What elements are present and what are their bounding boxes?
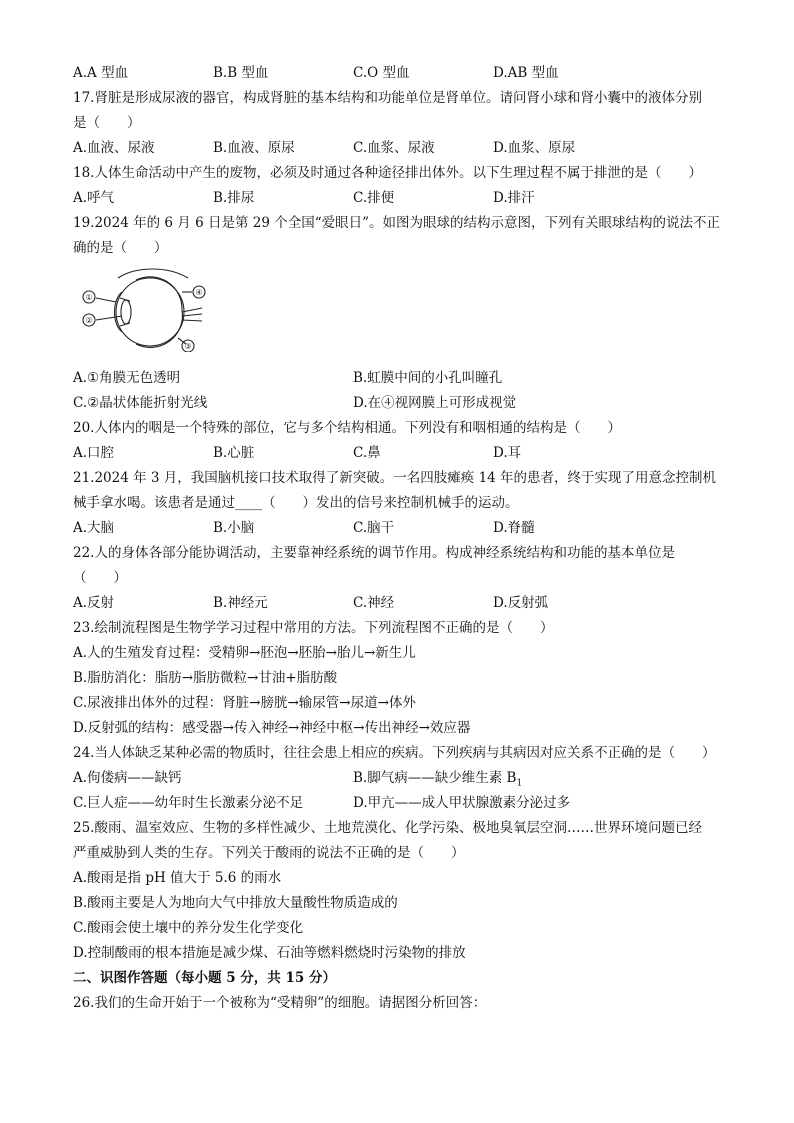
q20-option-b: B.心脏 <box>213 445 255 461</box>
q22-stem-line2: （ ） <box>73 570 127 586</box>
q18-option-b: B.排尿 <box>213 190 255 206</box>
lens-shape <box>121 300 131 324</box>
q19-stem-line2: 确的是（ ） <box>73 240 168 256</box>
q23-option-b: B.脂肪消化：脂肪→脂肪微粒→甘油+脂肪酸 <box>73 670 338 686</box>
q16-option-b: B.B 型血 <box>213 65 269 81</box>
figure-label-1: ① <box>85 293 93 302</box>
q18-option-c: C.排便 <box>353 190 395 206</box>
q18-stem-line1: 18.人体生命活动中产生的废物，必须及时通过各种途径排出体外。以下生理过程不属于排泄的是（ ） <box>73 165 702 181</box>
q24-option-a: A.佝偻病——缺钙 <box>73 770 182 786</box>
q23-option-d: D.反射弧的结构：感受器→传入神经→神经中枢→传出神经→效应器 <box>73 720 471 736</box>
q24-stem-line1: 24.当人体缺乏某种必需的物质时，往往会患上相应的疾病。下列疾病与其病因对应关系不正确的是（ ） <box>73 745 716 761</box>
q20-stem-line1: 20.人体内的咽是一个特殊的部位，它与多个结构相通。下列没有和咽相通的结构是（ ） <box>73 420 621 436</box>
q17-stem-line2: 是（ ） <box>73 115 141 131</box>
q16-option-d: D.AB 型血 <box>493 65 559 81</box>
q24-option-c: C.巨人症——幼年时生长激素分泌不足 <box>73 795 304 811</box>
q25-stem-line2: 严重威胁到人类的生存。下列关于酸雨的说法不正确的是（ ） <box>73 845 465 861</box>
q22-option-a: A.反射 <box>73 595 115 611</box>
q24-option-b <box>353 769 522 793</box>
figure-label-3: ③ <box>184 342 192 351</box>
q24-option-b-subscript: 1 <box>516 778 523 789</box>
q26-stem-line1: 26.我们的生命开始于一个被称为“受精卵”的细胞。请据图分析回答： <box>73 995 487 1011</box>
q21-option-b: B.小脑 <box>213 520 255 536</box>
retina-layer <box>136 277 182 348</box>
q22-option-b: B.神经元 <box>213 595 268 611</box>
eyeball-outline <box>116 278 184 346</box>
q21-option-a: A.大脑 <box>73 520 115 536</box>
q20-option-a: A.口腔 <box>73 445 115 461</box>
q17-option-d: D.血浆、原尿 <box>493 140 576 156</box>
q25-option-c: C.酸雨会使土壤中的养分发生化学变化 <box>73 920 304 936</box>
figure-label-2: ② <box>85 316 93 325</box>
q24-option-d: D.甲亢——成人甲状腺激素分泌过多 <box>353 795 571 811</box>
q23-stem-line1: 23.绘制流程图是生物学学习过程中常用的方法。下列流程图不正确的是（ ） <box>73 620 554 636</box>
q16-option-c: C.O 型血 <box>353 65 410 81</box>
q17-option-b: B.血液、原尿 <box>213 140 295 156</box>
q19-option-c: C.②晶状体能折射光线 <box>73 395 208 411</box>
q25-stem-line1: 25.酸雨、温室效应、生物的多样性减少、土地荒漠化、化学污染、极地臭氧层空洞……世界环境问题已经 <box>73 820 702 836</box>
q17-option-a: A.血液、尿液 <box>73 140 155 156</box>
q25-option-a: A.酸雨是指 pH 值大于 5.6 的雨水 <box>73 870 282 886</box>
q19-option-b: B.虹膜中间的小孔叫瞳孔 <box>353 370 503 386</box>
q19-stem-line1: 19.2024 年的 6 月 6 日是第 29 个全国“爱眼日”。如图为眼球的结构示意图，下列有关眼球结构的说法不正 <box>73 215 721 231</box>
q22-option-c: C.神经 <box>353 595 395 611</box>
q21-option-d: D.脊髓 <box>493 520 535 536</box>
q21-stem-line1: 21.2024 年 3 月，我国脑机接口技术取得了新突破。一名四肢瘫痪 14 年的患者，终于实现了用意念控制机 <box>73 470 717 486</box>
figure-label-4: ④ <box>195 288 203 297</box>
q22-stem-line1: 22.人的身体各部分能协调活动，主要靠神经系统的调节作用。构成神经系统结构和功能的基本单位是 <box>73 545 675 561</box>
q20-option-d: D.耳 <box>493 445 522 461</box>
section2-heading: 二、识图作答题（每小题 5 分，共 15 分） <box>73 970 336 986</box>
eye-structure-diagram <box>78 268 208 352</box>
q23-option-c: C.尿液排出体外的过程：肾脏→膀胱→输尿管→尿道→体外 <box>73 695 416 711</box>
q17-option-c: C.血浆、尿液 <box>353 140 435 156</box>
q18-option-a: A.呼气 <box>73 190 115 206</box>
q25-option-b: B.酸雨主要是人为地向大气中排放大量酸性物质造成的 <box>73 895 398 911</box>
optic-nerve <box>182 308 202 321</box>
q16-option-a: A.A 型血 <box>73 65 129 81</box>
q19-option-d: D.在④视网膜上可形成视觉 <box>353 395 517 411</box>
q25-option-d: D.控制酸雨的根本措施是减少煤、石油等燃料燃烧时污染物的排放 <box>73 945 466 961</box>
q18-option-d: D.排汗 <box>493 190 535 206</box>
q23-option-a: A.人的生殖发育过程：受精卵→胚泡→胚胎→胎儿→新生儿 <box>73 645 416 661</box>
q20-option-c: C.鼻 <box>353 445 381 461</box>
q22-option-d: D.反射弧 <box>493 595 549 611</box>
q21-option-c: C.脑干 <box>353 520 395 536</box>
q17-stem-line1: 17.肾脏是形成尿液的器官，构成肾脏的基本结构和功能单位是肾单位。请问肾小球和肾小囊中的液体分别 <box>73 90 702 106</box>
q24-option-b-text: B.脚气病——缺少维生素 B <box>353 770 517 786</box>
q21-stem-line2: 械手拿水喝。该患者是通过____（ ）发出的信号来控制机械手的运动。 <box>73 495 519 511</box>
q19-option-a: A.①角膜无色透明 <box>73 370 181 386</box>
